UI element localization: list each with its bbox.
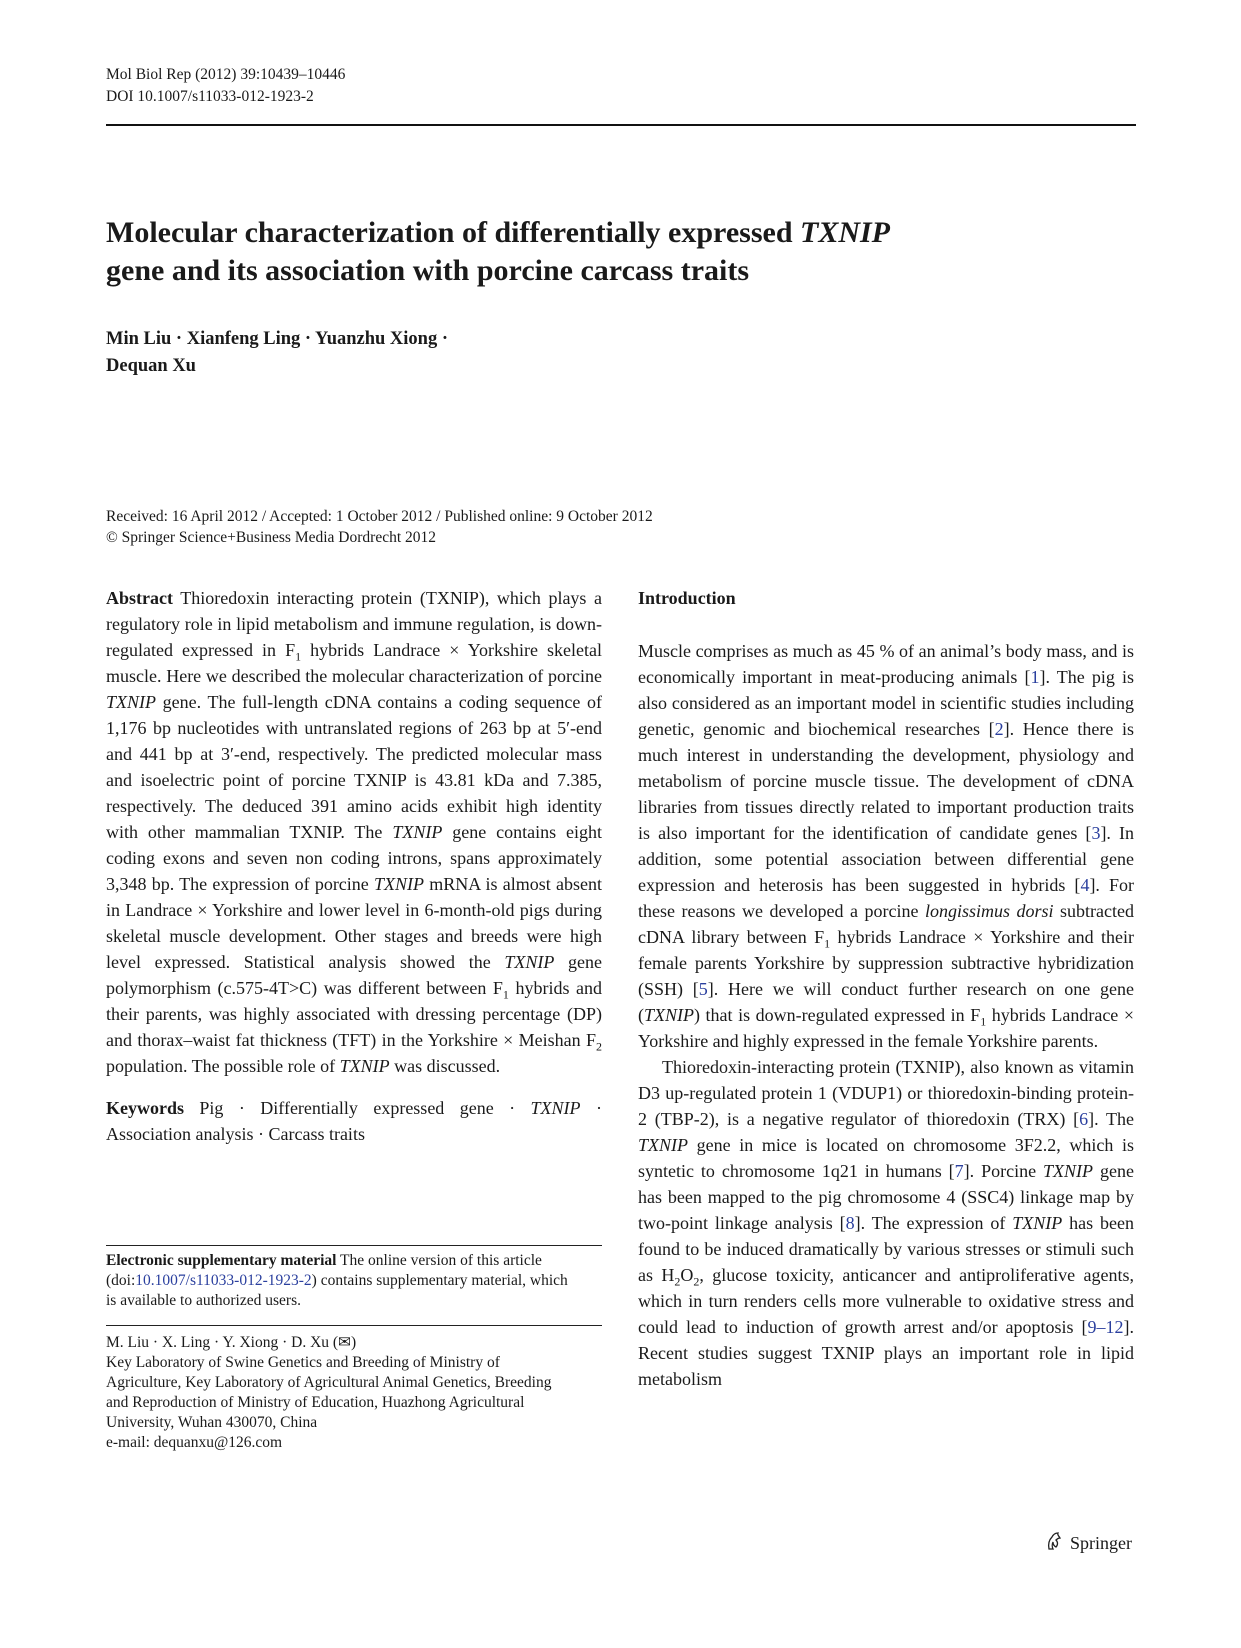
intro-text: gene has been mapped to the pig chromosome 4 (SSC4) linkage map by two-point linkage analysis [ bbox=[638, 1161, 1134, 1233]
running-header bbox=[106, 64, 345, 108]
footnote-rule bbox=[106, 1325, 602, 1326]
subscript: 1 bbox=[295, 649, 302, 664]
intro-text: ]. Recent studies suggest TXNIP plays an important role in lipid metabolism bbox=[638, 1317, 1134, 1389]
keywords-text: · Association analysis · Carcass traits bbox=[106, 1098, 602, 1144]
abstract-text: gene polymorphism (c.575-4T>C) was different between F bbox=[106, 952, 602, 998]
affiliation-authors: M. Liu · X. Ling · Y. Xiong · D. Xu (✉) bbox=[106, 1334, 357, 1351]
gene-name: TXNIP bbox=[374, 874, 425, 894]
intro-text: ]. Hence there is much interest in understanding the development, physiology and metabolism of porcine muscle tissue. The development of cDNA libraries from tissues directly related to important production traits is also important for the identification of candidate genes [ bbox=[638, 719, 1134, 843]
citation-link[interactable]: 4 bbox=[1080, 875, 1090, 895]
keywords-text: Pig · Differentially expressed gene · bbox=[184, 1098, 531, 1118]
gene-name: TXNIP bbox=[644, 1005, 695, 1025]
abstract-text: was discussed. bbox=[389, 1056, 501, 1076]
abstract-text: hybrids Landrace × Yorkshire skeletal muscle. Here we described the molecular characterization of porcine bbox=[106, 640, 602, 686]
citation-link[interactable]: 5 bbox=[698, 979, 708, 999]
section-heading-introduction: Introduction bbox=[638, 588, 736, 608]
intro-text: gene in mice is located on chromosome 3F2.2, which is syntetic to chromosome 1q21 in humans [ bbox=[638, 1135, 1134, 1181]
intro-text: Muscle comprises as much as 45 % of an animal’s body mass, and is economically important in meat-producing animals [ bbox=[638, 641, 1134, 687]
keywords-label: Keywords bbox=[106, 1098, 184, 1118]
subscript: 2 bbox=[596, 1039, 602, 1054]
right-column bbox=[638, 585, 1134, 1392]
intro-text: subtracted cDNA library between F bbox=[638, 901, 1134, 947]
copyright-line: © Springer Science+Business Media Dordrecht 2012 bbox=[106, 529, 437, 546]
intro-text: ]. The bbox=[1088, 1109, 1135, 1129]
abstract-text: hybrids and their parents, was highly associated with dressing percentage (DP) and thorax–waist fat thickness (TFT) in the Yorkshire × Meishan F bbox=[106, 978, 602, 1050]
intro-text: ]. The pig is also considered as an important model in scientific studies including genetic, genomic and biochemical researches [ bbox=[638, 667, 1134, 739]
citation-link[interactable]: 6 bbox=[1079, 1109, 1089, 1129]
gene-name: TXNIP bbox=[504, 952, 555, 972]
gene-name: TXNIP bbox=[530, 1098, 581, 1118]
citation-link[interactable]: 7 bbox=[954, 1161, 964, 1181]
intro-text: O bbox=[680, 1265, 694, 1285]
received-line: Received: 16 April 2012 / Accepted: 1 October 2012 / Published online: 9 October 2012 bbox=[106, 508, 653, 525]
author-email: e-mail: dequanxu@126.com bbox=[106, 1434, 283, 1451]
journal-citation: Mol Biol Rep (2012) 39:10439–10446 bbox=[106, 66, 346, 83]
title-gene: TXNIP bbox=[800, 216, 890, 249]
species-term: longissimus dorsi bbox=[924, 901, 1054, 921]
abstract-text: mRNA is almost absent in Landrace × Yorkshire and lower level in 6-month-old pigs during skeletal muscle development. Other stages and breeds were high level expressed. Statistical analysis showed the bbox=[106, 874, 602, 972]
publisher-name: Springer bbox=[1070, 1533, 1132, 1553]
citation-link[interactable]: 1 bbox=[1030, 667, 1040, 687]
subscript: 1 bbox=[824, 936, 831, 951]
authors-line: Dequan Xu bbox=[106, 356, 196, 376]
doi-link[interactable]: 10.1007/s11033-012-1923-2 bbox=[135, 1272, 312, 1289]
esm-text: ) contains supplementary material, which is available to authorized users. bbox=[106, 1272, 568, 1309]
esm-note bbox=[106, 1251, 576, 1311]
intro-paragraph-1 bbox=[638, 638, 1134, 1054]
gene-name: TXNIP bbox=[106, 692, 157, 712]
subscript: 2 bbox=[674, 1274, 681, 1289]
author-list bbox=[106, 326, 448, 380]
doi-line: DOI 10.1007/s11033-012-1923-2 bbox=[106, 88, 314, 105]
intro-text: ) that is down-regulated expressed in F bbox=[694, 1005, 981, 1025]
affiliation-address: Key Laboratory of Swine Genetics and Breeding of Ministry of Agriculture, Key Laboratory of Agricultural Animal Genetics, Breeding and Reproduction of Ministry of Education, Huazhong Agricultural University, Wuhan 430070, China bbox=[106, 1354, 552, 1431]
subscript: 1 bbox=[502, 987, 509, 1002]
publication-dates bbox=[106, 506, 653, 548]
abstract bbox=[106, 585, 602, 1079]
esm-text: The online version of this article (doi: bbox=[106, 1252, 542, 1289]
subscript: 2 bbox=[693, 1274, 700, 1289]
abstract-text: gene. The full-length cDNA contains a coding sequence of 1,176 bp nucleotides with untranslated regions of 263 bp at 5′-end and 441 bp at 3′-end, respectively. The predicted molecular mass and isoelectric point of porcine TXNIP is 43.81 kDa and 7.385, respectively. The deduced 391 amino acids exhibit high identity with other mammalian TXNIP. The bbox=[106, 692, 602, 842]
citation-link[interactable]: 8 bbox=[845, 1213, 855, 1233]
abstract-label: Abstract bbox=[106, 588, 173, 608]
gene-name: TXNIP bbox=[392, 822, 443, 842]
intro-text: , glucose toxicity, anticancer and antiproliferative agents, which in turn renders cells more vulnerable to oxidative stress and could lead to induction of growth arrest and/or apoptosis [ bbox=[638, 1265, 1135, 1337]
gene-name: TXNIP bbox=[638, 1135, 689, 1155]
intro-text: ]. Here we will conduct further research on one gene ( bbox=[638, 979, 1134, 1025]
left-column bbox=[106, 585, 602, 1147]
abstract-text: gene contains eight coding exons and seven non coding introns, spans approximately 3,348 bp. The expression of porcine bbox=[106, 822, 602, 894]
gene-name: TXNIP bbox=[1012, 1213, 1063, 1233]
article-title bbox=[106, 214, 1066, 290]
keywords bbox=[106, 1095, 602, 1147]
title-part: Molecular characterization of differentially expressed bbox=[106, 216, 800, 249]
footnote-rule bbox=[106, 1245, 602, 1246]
citation-link[interactable]: 3 bbox=[1091, 823, 1101, 843]
citation-link[interactable]: 9–12 bbox=[1087, 1317, 1124, 1337]
citation-link[interactable]: 2 bbox=[994, 719, 1004, 739]
publisher-footer bbox=[1043, 1530, 1132, 1557]
intro-text: ]. In addition, some potential association between differential gene expression and heterosis has been suggested in hybrids [ bbox=[638, 823, 1134, 895]
gene-name: TXNIP bbox=[1043, 1161, 1094, 1181]
intro-text: hybrids Landrace × Yorkshire and highly expressed in the female Yorkshire parents. bbox=[638, 1005, 1134, 1051]
affiliation-note bbox=[106, 1333, 576, 1453]
intro-text: hybrids Landrace × Yorkshire and their female parents Yorkshire by suppression subtractive hybridization (SSH) [ bbox=[638, 927, 1134, 999]
esm-label: Electronic supplementary material bbox=[106, 1252, 337, 1269]
intro-text: has been found to be induced dramatically by various stresses or stimuli such as H bbox=[638, 1213, 1134, 1285]
gene-name: TXNIP bbox=[339, 1056, 390, 1076]
intro-text: ]. For these reasons we developed a porcine bbox=[638, 875, 1135, 921]
title-part: gene and its association with porcine carcass traits bbox=[106, 254, 750, 287]
intro-text: ]. The expression of bbox=[854, 1213, 1013, 1233]
abstract-text: Thioredoxin interacting protein (TXNIP), which plays a regulatory role in lipid metabolism and immune regulation, is down-regulated expressed in F bbox=[106, 588, 602, 660]
springer-horse-icon bbox=[1043, 1530, 1065, 1557]
intro-text: Thioredoxin-interacting protein (TXNIP), also known as vitamin D3 up-regulated protein 1 (VDUP1) or thioredoxin-binding protein-2 (TBP-2), is a negative regulator of thioredoxin (TRX) [ bbox=[638, 1057, 1134, 1129]
intro-paragraph-2 bbox=[638, 1054, 1134, 1392]
intro-text: ]. Porcine bbox=[963, 1161, 1044, 1181]
subscript: 1 bbox=[980, 1014, 987, 1029]
authors-line: Min Liu · Xianfeng Ling · Yuanzhu Xiong · bbox=[106, 329, 449, 349]
abstract-text: population. The possible role of bbox=[106, 1056, 340, 1076]
header-rule bbox=[106, 124, 1136, 126]
